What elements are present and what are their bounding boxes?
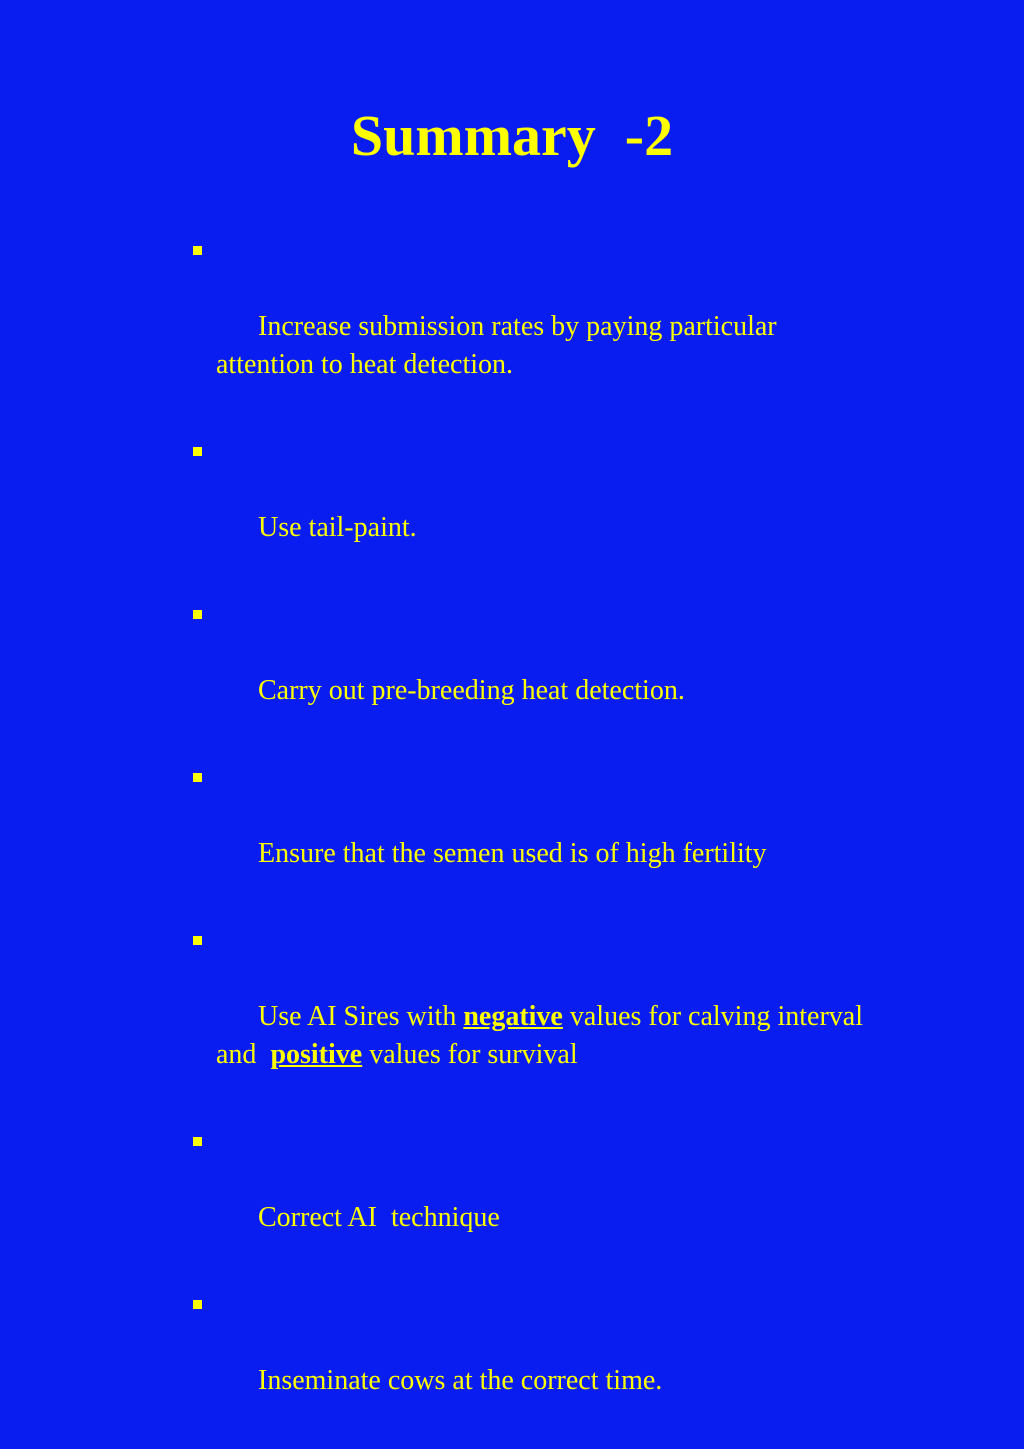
square-bullet-icon — [193, 246, 202, 255]
bullet-text: Correct AI technique — [258, 1202, 500, 1233]
emphasis-negative: negative — [463, 1001, 563, 1032]
bullet-item — [190, 596, 870, 748]
bullet-item — [190, 1123, 870, 1275]
bullet-text-part: values for calving interval and — [216, 1001, 870, 1070]
emphasis-positive: positive — [270, 1039, 363, 1070]
square-bullet-icon — [193, 447, 202, 456]
bullet-item — [190, 433, 870, 585]
slide-title: Summary -2 — [350, 103, 674, 168]
bullet-item — [190, 759, 870, 911]
bullet-item — [190, 232, 870, 422]
bullet-text: Increase submission rates by paying particular attention to heat detection. — [216, 311, 784, 380]
bullet-text-part: Use AI Sires with — [258, 1001, 464, 1032]
bullet-item — [190, 1286, 870, 1438]
bullet-text: Use tail-paint. — [258, 512, 417, 543]
bullet-item — [190, 922, 870, 1112]
bullet-text: Inseminate cows at the correct time. — [258, 1365, 663, 1396]
bullet-list — [190, 232, 870, 1449]
bullet-text: Ensure that the semen used is of high fertility — [258, 838, 767, 869]
square-bullet-icon — [193, 936, 202, 945]
square-bullet-icon — [193, 773, 202, 782]
square-bullet-icon — [193, 1137, 202, 1146]
square-bullet-icon — [193, 1300, 202, 1309]
bullet-text: Carry out pre-breeding heat detection. — [258, 675, 685, 706]
bullet-text-part: values for survival — [362, 1039, 578, 1070]
square-bullet-icon — [193, 610, 202, 619]
